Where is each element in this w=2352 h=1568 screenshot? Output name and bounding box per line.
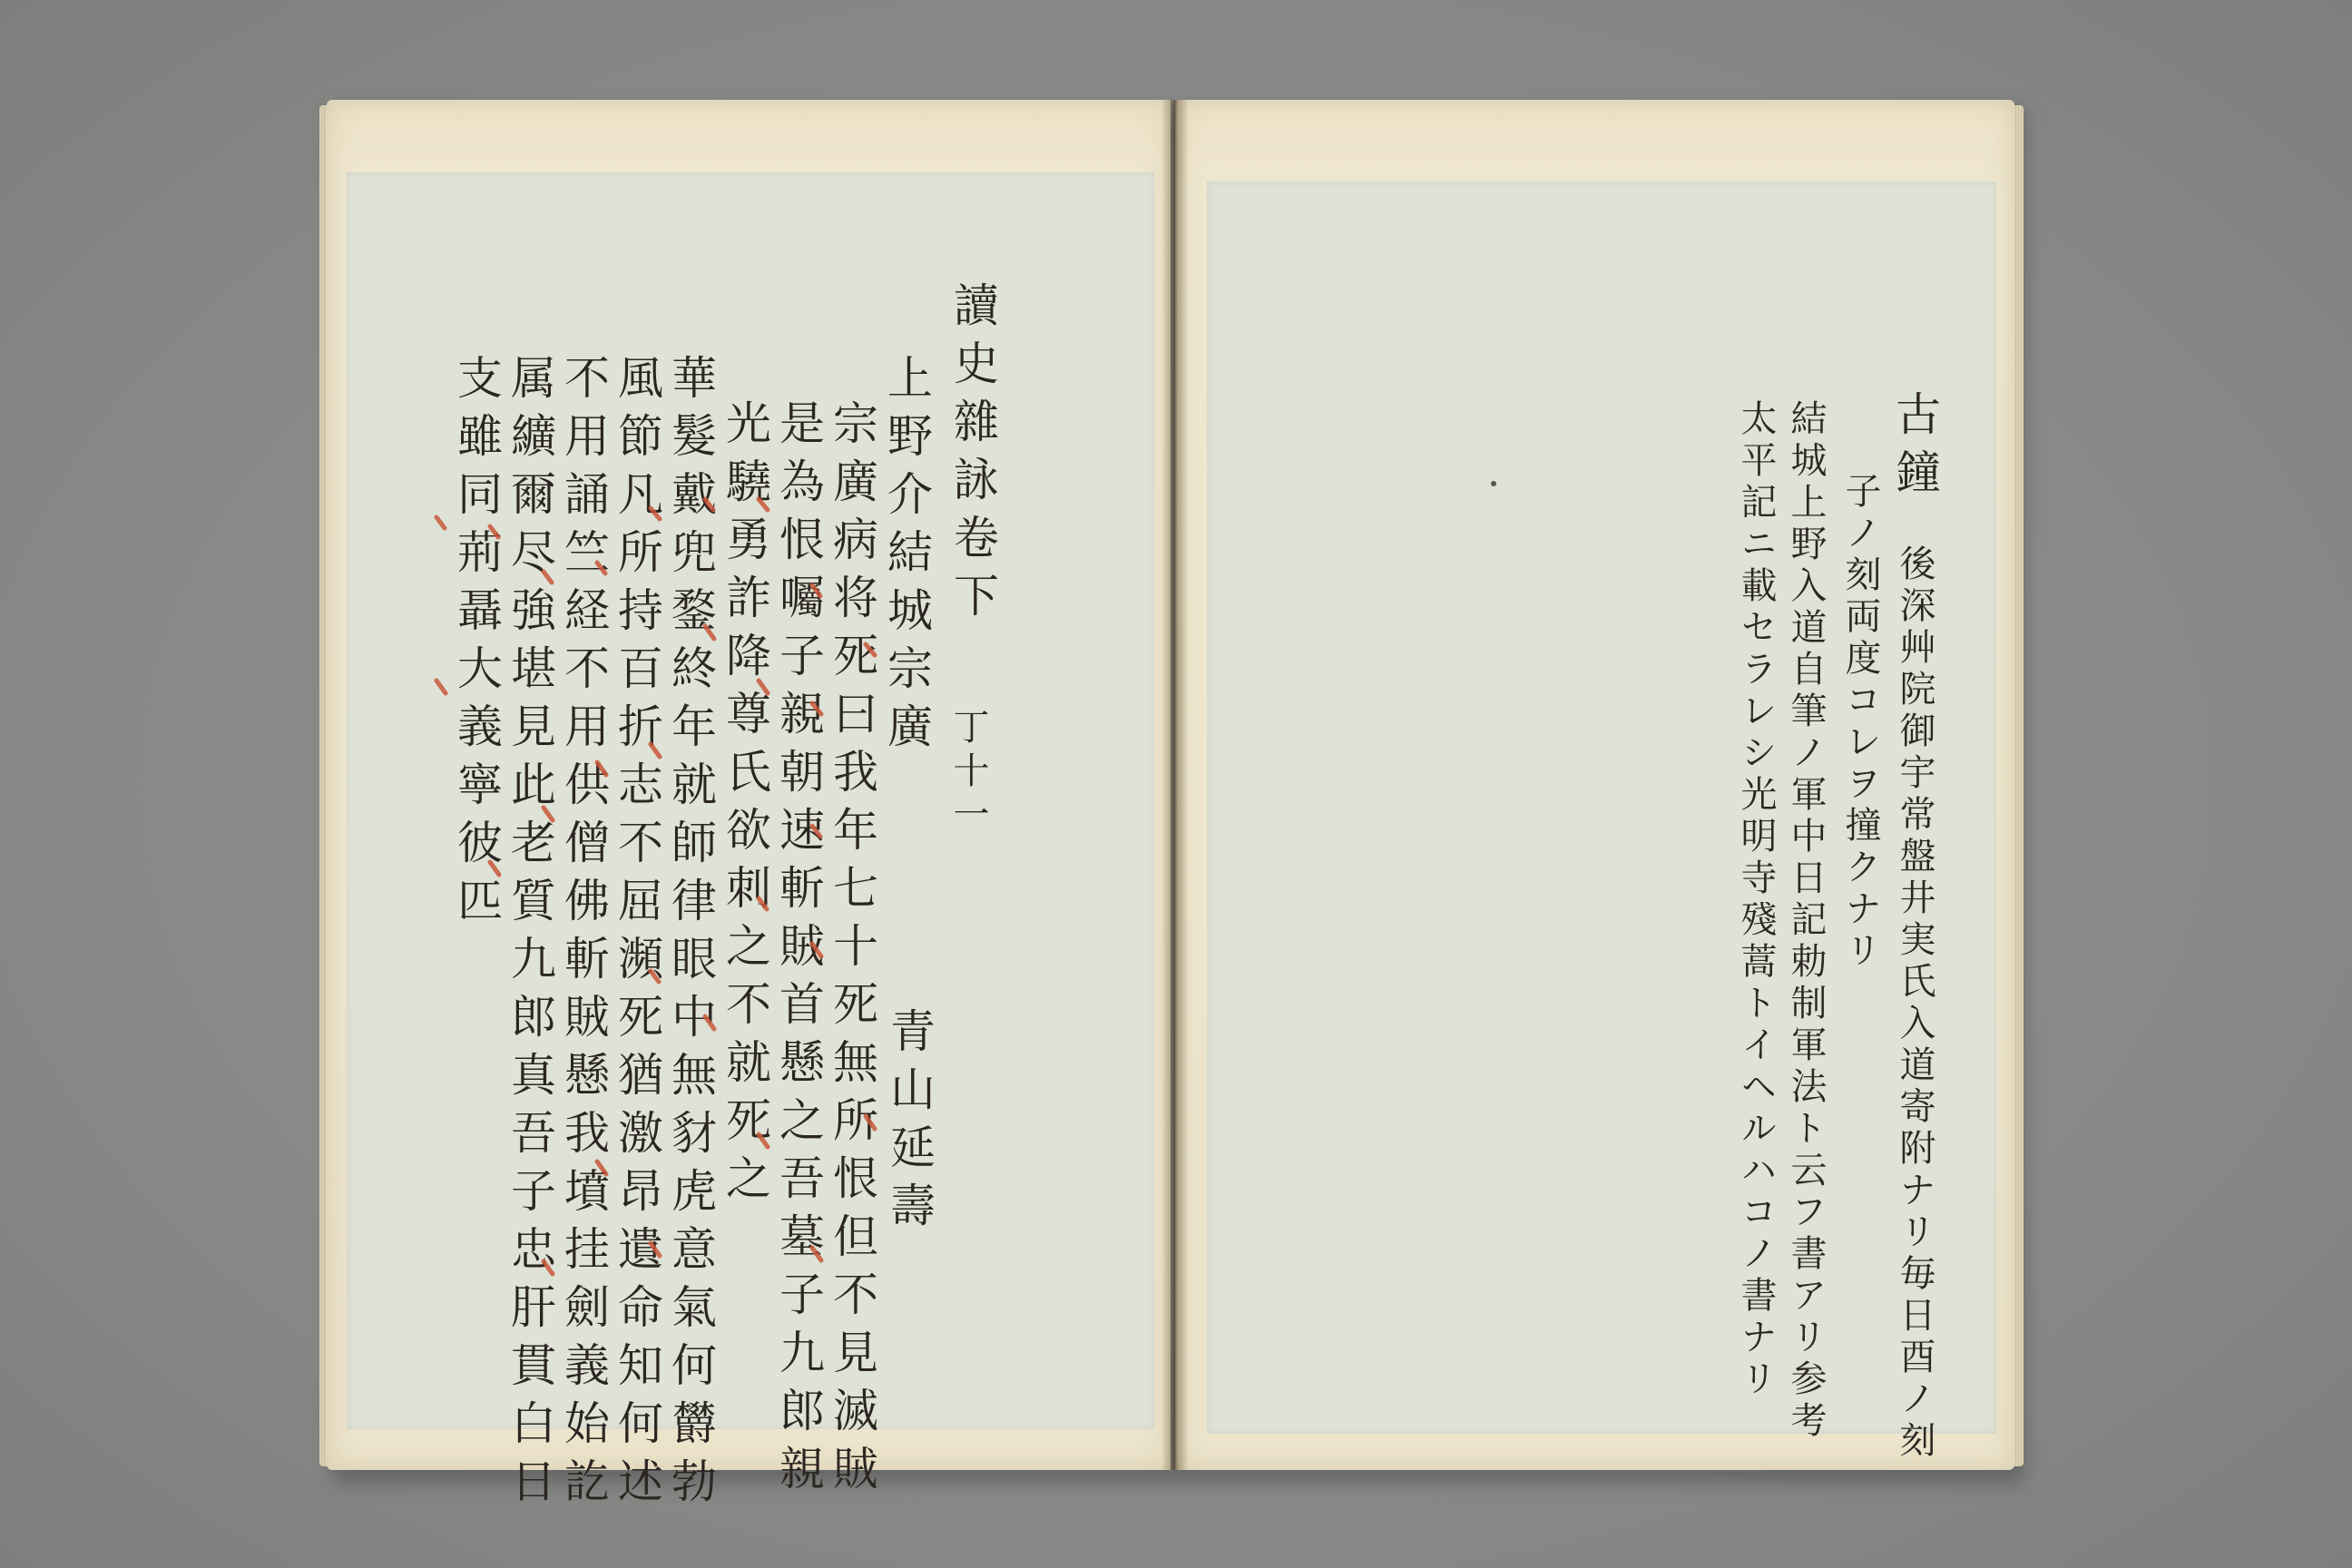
entry-column-3: 結城上野入道自筆ノ軍中日記勅制軍法ト云フ書アリ参考 <box>1785 399 1827 1443</box>
author-name: 青山延壽 <box>883 1007 936 1240</box>
book-gutter <box>1161 100 1189 1470</box>
text-column-4: 華髮戴兜鍪終年就師律眼中無豺虎意氣何欝勃 <box>664 354 717 1515</box>
entry-column-2: 子ノ刻両度コレヲ撞クナリ <box>1839 472 1881 973</box>
entry-column-4: 太平記ニ載セラレシ光明寺殘蒿トイヘルハコノ書ナリ <box>1735 399 1777 1401</box>
left-text-panel <box>347 172 1154 1515</box>
entry-column-1: 後深艸院御宇常盤井実氏入道寄附ナリ毎日酉ノ刻 <box>1894 544 1936 1463</box>
text-column-5: 風節凡所持百折志不屈瀕死猶激昂遺命知何述 <box>611 354 663 1515</box>
entry-title: 古鐘 <box>1888 390 1941 506</box>
right-page <box>1175 100 2014 1470</box>
ink-speck <box>1491 481 1496 486</box>
book-title: 讀史雜詠卷下 <box>946 281 999 630</box>
right-text-panel <box>1207 181 1996 1463</box>
text-column-2: 是為恨囑子親朝速斬賊首懸之吾墓子九郎親 <box>772 399 825 1503</box>
text-column-3: 光驍勇詐降尊氏欲刺之不就死之 <box>719 399 771 1212</box>
text-column-8: 支雖同荊聶大義寧彼匹 <box>450 354 503 935</box>
poem-title: 上野介結城宗廣 <box>880 354 933 760</box>
leaf-number: 丁十一 <box>947 708 989 838</box>
open-book <box>327 100 2014 1515</box>
text-column-1: 宗廣病将死曰我年七十死無所恨但不見滅賊 <box>826 399 878 1503</box>
text-column-7: 属纊爾尽強堪見此老質九郎真吾子忠肝貫白日 <box>504 354 556 1515</box>
text-column-6: 不用誦竺経不用供僧佛斬賊懸我墳挂劍義始訖 <box>557 354 610 1515</box>
left-page <box>327 100 1171 1515</box>
